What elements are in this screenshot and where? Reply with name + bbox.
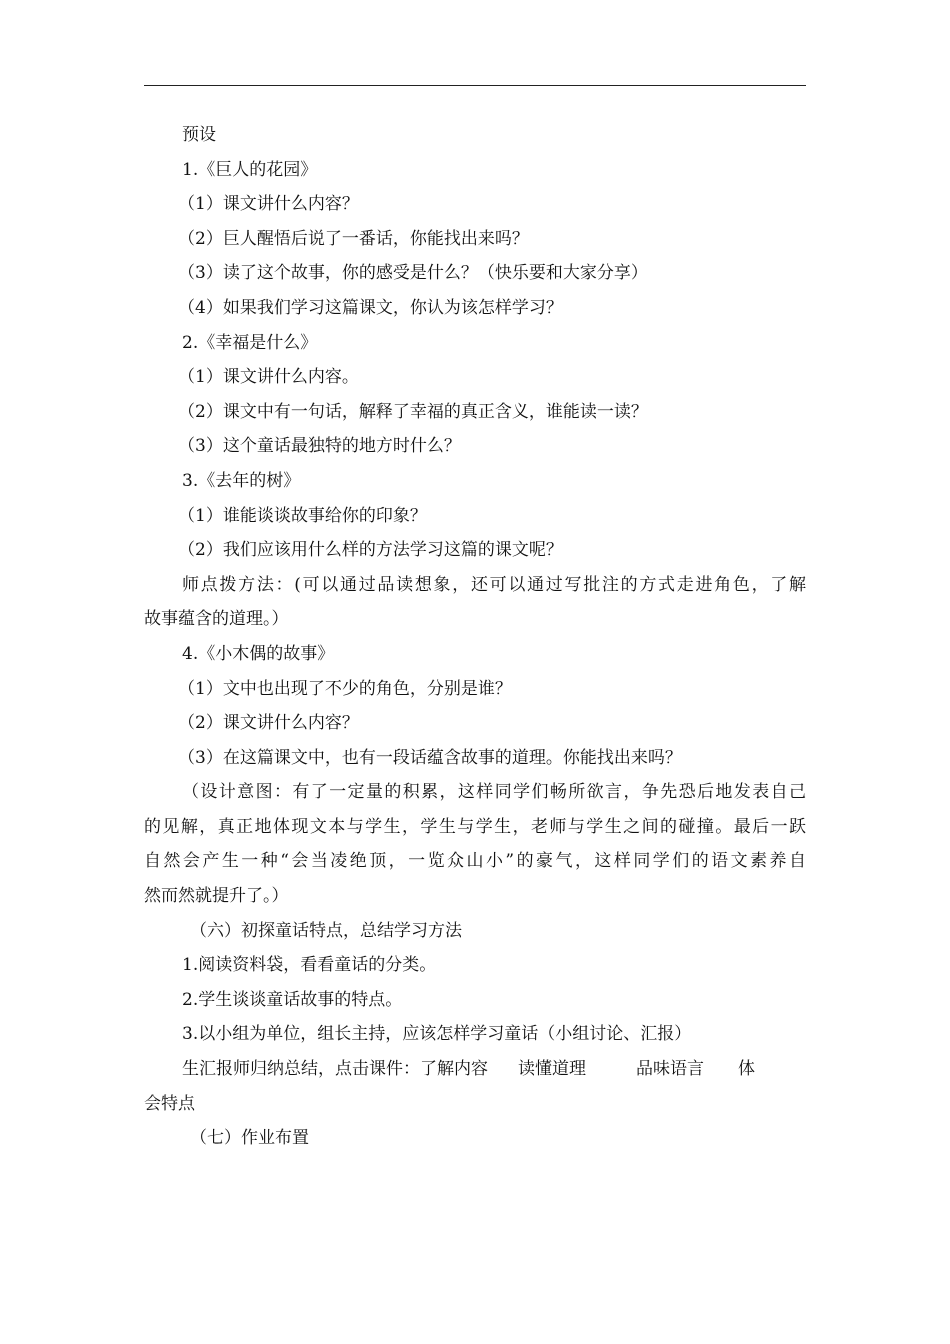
- item-title-4: 4.《小木偶的故事》: [182, 643, 335, 664]
- question-1-3: （3）读了这个故事，你的感受是什么？（快乐要和大家分享）: [178, 263, 648, 284]
- header-rule: [144, 85, 806, 86]
- step-6-2: 2.学生谈谈童话故事的特点。: [182, 989, 403, 1010]
- item-title-1: 1.《巨人的花园》: [182, 159, 318, 180]
- item-title-3: 3.《去年的树》: [182, 470, 301, 491]
- teacher-tip-line-2: 故事蕴含的道理。）: [144, 609, 289, 630]
- document-body: [144, 118, 806, 1156]
- design-intent-line-1: （设计意图：有了一定量的积累，这样同学们畅所欲言，争先恐后地发表自己: [182, 782, 806, 803]
- question-1-1: （1）课文讲什么内容？: [178, 194, 359, 215]
- teacher-tip-line-1: 师点拨方法：(可以通过品读想象，还可以通过写批注的方式走进角色，了解: [182, 574, 806, 595]
- design-intent-line-4: 然而然就提升了。）: [144, 886, 289, 907]
- design-intent-line-2: 的见解，真正地体现文本与学生，学生与学生，老师与学生之间的碰撞。最后一跃: [144, 816, 806, 837]
- question-3-2: （2）我们应该用什么样的方法学习这篇的课文呢？: [178, 540, 563, 561]
- question-1-4: （4）如果我们学习这篇课文，你认为该怎样学习？: [178, 297, 563, 318]
- question-3-1: （1）谁能谈谈故事给你的印象？: [178, 505, 427, 526]
- heading-preset: 预设: [182, 125, 216, 145]
- question-4-3: （3）在这篇课文中，也有一段话蕴含故事的道理。你能找出来吗？: [178, 747, 682, 768]
- item-title-2: 2.《幸福是什么》: [182, 332, 318, 353]
- question-4-1: （1）文中也出现了不少的角色，分别是谁？: [178, 678, 512, 699]
- step-6-1: 1.阅读资料袋，看看童话的分类。: [182, 955, 437, 976]
- summary-line: [144, 1052, 806, 1087]
- question-4-2: （2）课文讲什么内容？: [178, 713, 359, 734]
- summary-step-4: 体: [738, 1059, 755, 1080]
- summary-line-2: 会特点: [144, 1093, 195, 1114]
- summary-step-2: 读懂道理: [518, 1059, 586, 1080]
- section-six-heading: （六）初探童话特点，总结学习方法: [190, 920, 462, 941]
- summary-step-3: 品味语言: [636, 1059, 704, 1080]
- step-6-3: 3.以小组为单位，组长主持，应该怎样学习童话（小组讨论、汇报）: [182, 1024, 692, 1045]
- design-intent-line-3: 自然会产生一种“会当凌绝顶，一览众山小”的豪气，这样同学们的语文素养自: [144, 851, 806, 872]
- question-2-2: （2）课文中有一句话，解释了幸福的真正含义，谁能读一读？: [178, 401, 648, 422]
- summary-lead: 生汇报师归纳总结，点击课件：了解内容: [182, 1059, 488, 1080]
- question-2-3: （3）这个童话最独特的地方时什么？: [178, 436, 461, 457]
- question-1-2: （2）巨人醒悟后说了一番话，你能找出来吗？: [178, 228, 529, 249]
- section-seven-heading: （七）作业布置: [190, 1128, 309, 1149]
- question-2-1: （1）课文讲什么内容。: [178, 367, 359, 388]
